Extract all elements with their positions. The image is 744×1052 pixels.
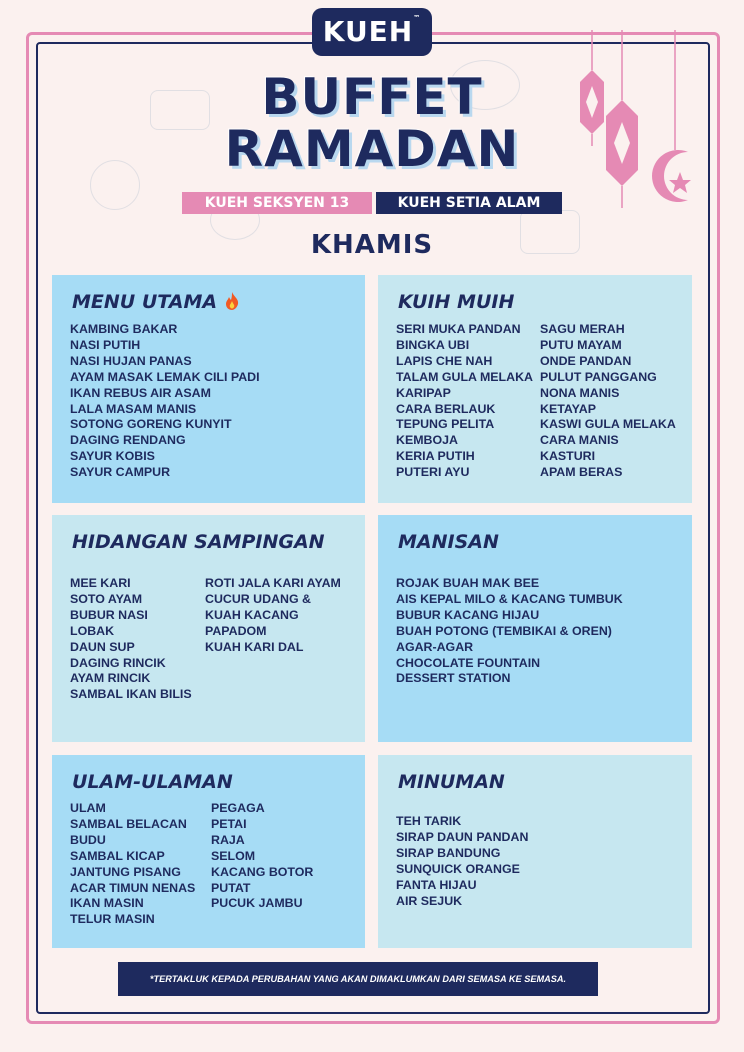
menu-item: BUDU [70, 832, 106, 847]
menu-item: AYAM RINCIK [70, 671, 151, 686]
hidangan-list-1 [70, 576, 192, 703]
menu-item: KARIPAP [396, 385, 451, 400]
minuman-heading: MINUMAN [398, 771, 505, 793]
menu-utama-panel [52, 275, 365, 503]
menu-item: LAPIS CHE NAH [396, 353, 493, 368]
menu-item: ULAM [70, 801, 106, 815]
menu-item: AYAM MASAK LEMAK CILI PADI [70, 369, 260, 384]
menu-item: SUNQUICK ORANGE [396, 861, 520, 876]
ulam-list-1 [70, 801, 195, 928]
kuih-muih-panel [378, 275, 692, 503]
menu-item: PUTERI AYU [396, 465, 470, 480]
menu-item: SAGU MERAH [540, 322, 625, 336]
menu-item: SOTONG GORENG KUNYIT [70, 417, 232, 432]
menu-item: SERI MUKA PANDAN [396, 322, 521, 336]
menu-item: BINGKA UBI [396, 337, 470, 352]
manisan-heading: MANISAN [398, 531, 499, 553]
logo-trademark: ™ [413, 14, 422, 22]
menu-item: AIS KEPAL MILO & KACANG TUMBUK [396, 591, 623, 606]
menu-item: MEE KARI [70, 576, 131, 590]
hidangan-list-2 [205, 576, 341, 656]
menu-item: KAMBING BAKAR [70, 322, 178, 336]
menu-item: SAMBAL KICAP [70, 848, 165, 863]
menu-item: TEPUNG PELITA [396, 417, 495, 432]
fire-icon [224, 292, 240, 310]
title-line-2: RAMADAN [224, 120, 520, 178]
location-badge-seksyen-13: KUEH SEKSYEN 13 [182, 192, 372, 214]
menu-item: PULUT PANGGANG [540, 369, 657, 384]
menu-item: BUAH POTONG (TEMBIKAI & OREN) [396, 623, 612, 638]
kuih-muih-list-2 [540, 322, 676, 481]
hidangan-sampingan-panel [52, 515, 365, 742]
menu-item: KETAYAP [540, 401, 597, 416]
menu-item: JANTUNG PISANG [70, 864, 181, 879]
menu-item: SAYUR CAMPUR [70, 465, 171, 480]
menu-item: CUCUR UDANG & [205, 591, 312, 606]
menu-item: APAM BERAS [540, 465, 623, 480]
menu-item: SIRAP DAUN PANDAN [396, 829, 529, 844]
menu-item: KUAH KARI DAL [205, 639, 304, 654]
hidangan-heading: HIDANGAN SAMPINGAN [72, 531, 325, 553]
menu-item: TEH TARIK [396, 814, 462, 828]
menu-item: DESSERT STATION [396, 671, 511, 686]
menu-item: SAMBAL BELACAN [70, 816, 187, 831]
menu-item: NONA MANIS [540, 385, 620, 400]
menu-item: IKAN MASIN [70, 896, 144, 911]
menu-item: KASTURI [540, 449, 596, 464]
menu-item: FANTA HIJAU [396, 877, 477, 892]
menu-item: CARA BERLAUK [396, 401, 496, 416]
menu-item: KACANG BOTOR [211, 864, 314, 879]
minuman-panel [378, 755, 692, 948]
menu-utama-list [70, 322, 260, 481]
menu-item: DAGING RENDANG [70, 433, 186, 448]
menu-item: LALA MASAM MANIS [70, 401, 197, 416]
menu-item: PUCUK JAMBU [211, 896, 303, 911]
location-badge-setia-alam: KUEH SETIA ALAM [376, 192, 562, 214]
ulam-list-2 [211, 801, 313, 912]
menu-item: KERIA PUTIH [396, 449, 475, 464]
brand-logo [312, 8, 432, 56]
menu-item: BUBUR NASI [70, 607, 148, 622]
title-line-1: BUFFET [261, 68, 483, 126]
menu-item: NASI PUTIH [70, 337, 141, 352]
menu-item: DAUN SUP [70, 639, 135, 654]
menu-item: PAPADOM [205, 623, 267, 638]
menu-item: PETAI [211, 816, 247, 831]
kuih-muih-heading: KUIH MUIH [398, 291, 515, 313]
menu-utama-heading: MENU UTAMA [72, 291, 218, 313]
day-heading: KHAMIS [310, 230, 434, 260]
menu-item: PUTAT [211, 880, 251, 895]
menu-item: ROJAK BUAH MAK BEE [396, 576, 540, 590]
menu-item: TALAM GULA MELAKA [396, 369, 533, 384]
logo-text: KUEH [322, 15, 414, 48]
minuman-list [396, 814, 528, 909]
manisan-panel [378, 515, 692, 742]
menu-item: SOTO AYAM [70, 591, 143, 606]
menu-item: PEGAGA [211, 801, 265, 815]
menu-item: SAYUR KOBIS [70, 449, 155, 464]
menu-item: ACAR TIMUN NENAS [70, 880, 196, 895]
section-heading [72, 291, 240, 313]
menu-item: IKAN REBUS AIR ASAM [70, 385, 211, 400]
lantern-decoration-icon [570, 30, 720, 220]
menu-item: ROTI JALA KARI AYAM [205, 576, 341, 590]
menu-item: BUBUR KACANG HIJAU [396, 607, 540, 622]
menu-item: KEMBOJA [396, 433, 458, 448]
menu-item: AGAR-AGAR [396, 639, 474, 654]
menu-item: CHOCOLATE FOUNTAIN [396, 655, 541, 670]
menu-item: SAMBAL IKAN BILIS [70, 687, 192, 702]
menu-item: RAJA [211, 832, 245, 847]
menu-item: KUAH KACANG [205, 607, 299, 622]
menu-item: AIR SEJUK [396, 893, 463, 908]
manisan-list [396, 576, 623, 687]
menu-item: LOBAK [70, 623, 115, 638]
menu-item: DAGING RINCIK [70, 655, 166, 670]
menu-item: KASWI GULA MELAKA [540, 417, 676, 432]
ulam-ulaman-panel [52, 755, 365, 948]
menu-item: SIRAP BANDUNG [396, 845, 501, 860]
kuih-muih-list-1 [396, 322, 533, 481]
ulam-heading: ULAM-ULAMAN [72, 771, 233, 793]
menu-item: CARA MANIS [540, 433, 619, 448]
menu-item: NASI HUJAN PANAS [70, 353, 192, 368]
menu-item: PUTU MAYAM [540, 337, 622, 352]
menu-item: SELOM [211, 848, 256, 863]
menu-item: TELUR MASIN [70, 912, 155, 927]
disclaimer-note: *TERTAKLUK KEPADA PERUBAHAN YANG AKAN DIMAKLUMKAN DARI SEMASA KE SEMASA. [118, 962, 598, 996]
menu-item: ONDE PANDAN [540, 353, 632, 368]
